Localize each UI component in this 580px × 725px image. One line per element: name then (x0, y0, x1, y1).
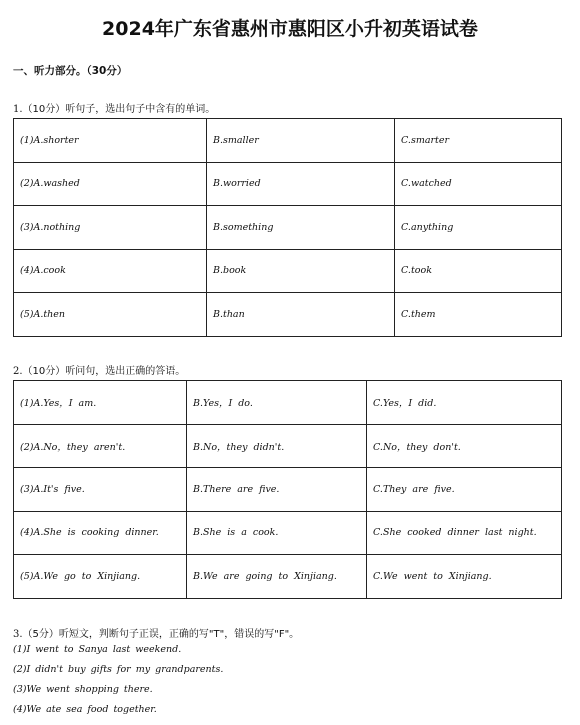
option-cell: (4)A.cook (14, 249, 207, 293)
option-cell: B.Yes，I do. (187, 381, 367, 425)
option-cell: (2)A.No，they aren't. (14, 424, 187, 468)
statement-4: (4)We ate sea food together. (13, 704, 157, 715)
question-text: 听句子，选出句子中含有的单词。 (65, 104, 216, 115)
question-1-options-table (13, 118, 562, 337)
option-cell: B.smaller (207, 119, 395, 163)
option-cell: C.smarter (395, 119, 562, 163)
question-score: （10分） (22, 366, 66, 377)
statement-2: (2)I didn't buy gifts for my grandparents. (13, 664, 224, 675)
option-cell: C.We went to Xinjiang. (367, 555, 562, 599)
table-row (14, 119, 562, 163)
option-cell: C.watched (395, 162, 562, 206)
option-cell: C.took (395, 249, 562, 293)
option-cell: B.She is a cook. (187, 511, 367, 555)
question-text: 听问句，选出正确的答语。 (65, 366, 186, 377)
question-score: （5分） (22, 629, 59, 640)
option-cell: B.There are five. (187, 468, 367, 512)
option-cell: B.something (207, 206, 395, 250)
question-text: 听短文，判断句子正误，正确的写"T"，错误的写"F"。 (58, 629, 300, 640)
option-cell: (3)A.nothing (14, 206, 207, 250)
option-cell: (4)A.She is cooking dinner. (14, 511, 187, 555)
question-1-prompt (13, 100, 215, 115)
question-number: 1. (13, 104, 23, 115)
statement-3: (3)We went shopping there. (13, 684, 153, 695)
option-cell: (1)A.Yes，I am. (14, 381, 187, 425)
option-cell: (1)A.shorter (14, 119, 207, 163)
option-cell: C.anything (395, 206, 562, 250)
option-cell: C.No，they don't. (367, 424, 562, 468)
option-cell: B.worried (207, 162, 395, 206)
section-heading-listening: 一、听力部分。（30分） (13, 65, 128, 77)
option-cell: C.them (395, 293, 562, 337)
table-row (14, 555, 562, 599)
question-score: （10分） (22, 104, 66, 115)
option-cell: B.No，they didn't. (187, 424, 367, 468)
table-row (14, 468, 562, 512)
option-cell: B.book (207, 249, 395, 293)
table-row (14, 293, 562, 337)
question-2-options-table (13, 380, 562, 599)
page-title: 2024年广东省惠州市惠阳区小升初英语试卷 (102, 18, 478, 40)
question-number: 2. (13, 366, 23, 377)
option-cell: B.than (207, 293, 395, 337)
table-row (14, 162, 562, 206)
option-cell: C.Yes，I did. (367, 381, 562, 425)
question-2-prompt (13, 362, 185, 377)
option-cell: (2)A.washed (14, 162, 207, 206)
table-row (14, 206, 562, 250)
option-cell: (5)A.We go to Xinjiang. (14, 555, 187, 599)
option-cell: (5)A.then (14, 293, 207, 337)
option-cell: C.She cooked dinner last night. (367, 511, 562, 555)
option-cell: B.We are going to Xinjiang. (187, 555, 367, 599)
question-number: 3. (13, 629, 23, 640)
table-row (14, 381, 562, 425)
statement-1: (1)I went to Sanya last weekend. (13, 644, 182, 655)
option-cell: C.They are five. (367, 468, 562, 512)
table-row (14, 511, 562, 555)
option-cell: (3)A.It's five. (14, 468, 187, 512)
table-row (14, 424, 562, 468)
table-row (14, 249, 562, 293)
question-3-prompt (13, 625, 299, 640)
